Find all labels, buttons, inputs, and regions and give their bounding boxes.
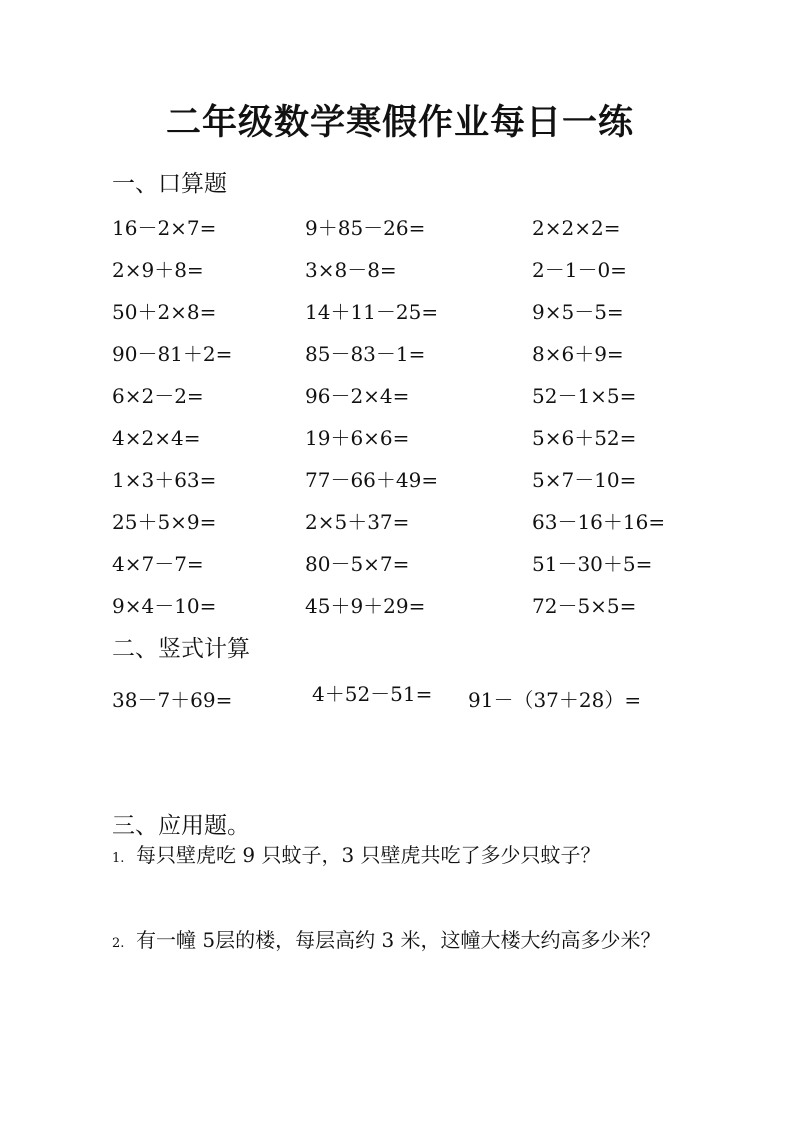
problem-text: 有一幢 5层的楼，每层高约 3 米，这幢大楼大约高多少米？ bbox=[136, 928, 661, 952]
oral-row bbox=[112, 464, 712, 506]
oral-row bbox=[112, 338, 712, 380]
oral-row bbox=[112, 254, 712, 296]
section-heading-word-problems: 三、应用题。 bbox=[112, 813, 250, 839]
oral-row bbox=[112, 296, 712, 338]
oral-row bbox=[112, 548, 712, 590]
oral-item: 45＋9＋29= bbox=[305, 594, 426, 618]
oral-item: 25＋5×9= bbox=[112, 510, 217, 534]
oral-item: 2－1－0= bbox=[532, 258, 627, 282]
oral-item: 3×8－8= bbox=[305, 258, 397, 282]
oral-row bbox=[112, 212, 712, 254]
oral-item: 4×7－7= bbox=[112, 552, 204, 576]
oral-item: 2×5＋37= bbox=[305, 510, 410, 534]
oral-item: 9×5－5= bbox=[532, 300, 624, 324]
oral-item: 90－81＋2= bbox=[112, 342, 233, 366]
oral-item: 50＋2×8= bbox=[112, 300, 217, 324]
oral-item: 96－2×4= bbox=[305, 384, 410, 408]
oral-item: 77－66＋49= bbox=[305, 468, 439, 492]
oral-item: 16－2×7= bbox=[112, 216, 217, 240]
problem-number: 2. bbox=[112, 936, 125, 951]
oral-row bbox=[112, 380, 712, 422]
oral-item: 5×6＋52= bbox=[532, 426, 637, 450]
oral-item: 5×7－10= bbox=[532, 468, 637, 492]
oral-item: 2×9＋8= bbox=[112, 258, 204, 282]
vertical-item: 91－（37＋28）= bbox=[468, 688, 642, 712]
oral-item: 63－16＋16= bbox=[532, 510, 666, 534]
oral-item: 85－83－1= bbox=[305, 342, 426, 366]
word-problem bbox=[112, 924, 661, 960]
oral-item: 8×6＋9= bbox=[532, 342, 624, 366]
oral-item: 4×2×4= bbox=[112, 426, 201, 450]
vertical-calculation-row bbox=[0, 682, 800, 714]
oral-calculation-grid bbox=[112, 212, 712, 632]
oral-row bbox=[112, 590, 712, 632]
oral-item: 2×2×2= bbox=[532, 216, 621, 240]
oral-item: 9×4－10= bbox=[112, 594, 217, 618]
section-heading-vertical-calculation: 二、竖式计算 bbox=[112, 636, 250, 662]
problem-number: 1. bbox=[112, 851, 125, 866]
oral-item: 51－30＋5= bbox=[532, 552, 653, 576]
oral-item: 14＋11－25= bbox=[305, 300, 439, 324]
section-heading-oral-calculation: 一、口算题 bbox=[112, 171, 227, 197]
problem-text: 每只壁虎吃 9 只蚊子，3 只壁虎共吃了多少只蚊子？ bbox=[136, 843, 601, 867]
word-problem bbox=[112, 839, 601, 875]
oral-item: 1×3＋63= bbox=[112, 468, 217, 492]
oral-item: 6×2－2= bbox=[112, 384, 204, 408]
oral-item: 9＋85－26= bbox=[305, 216, 426, 240]
oral-row bbox=[112, 422, 712, 464]
page-title: 二年级数学寒假作业每日一练 bbox=[165, 103, 634, 143]
oral-item: 52－1×5= bbox=[532, 384, 637, 408]
vertical-item: 38－7＋69= bbox=[112, 688, 233, 712]
oral-item: 80－5×7= bbox=[305, 552, 410, 576]
oral-item: 19＋6×6= bbox=[305, 426, 410, 450]
oral-item: 72－5×5= bbox=[532, 594, 637, 618]
vertical-item: 4＋52－51= bbox=[312, 682, 433, 706]
oral-row bbox=[112, 506, 712, 548]
